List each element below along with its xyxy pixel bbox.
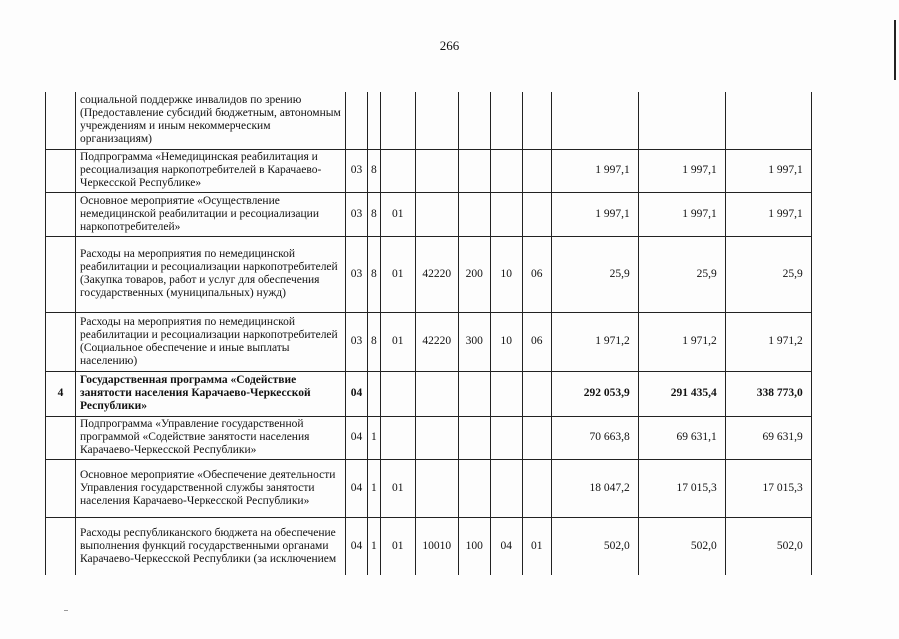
- table-row: [46, 149, 812, 192]
- program-name-cell: социальной поддержке инвалидов по зрению (Предоставление субсидий бюджетным, автономным учреждениям и иным некоммерческим организациям): [76, 92, 346, 149]
- activity-code-cell: 01: [380, 459, 415, 517]
- expense-type-cell: 200: [458, 236, 490, 312]
- subsection-code-cell: [522, 416, 551, 459]
- subprogram-code-cell: 8: [368, 236, 381, 312]
- amount-year-2-cell: 17 015,3: [638, 459, 725, 517]
- expense-type-cell: [458, 416, 490, 459]
- subprogram-code-cell: 1: [368, 459, 381, 517]
- amount-year-1-cell: 18 047,2: [551, 459, 638, 517]
- subsection-code-cell: 06: [522, 236, 551, 312]
- activity-code-cell: 01: [380, 517, 415, 575]
- subsection-code-cell: 01: [522, 517, 551, 575]
- amount-year-1-cell: 70 663,8: [551, 416, 638, 459]
- expense-type-cell: [458, 149, 490, 192]
- section-code-cell: 10: [490, 236, 522, 312]
- expense-type-cell: [458, 459, 490, 517]
- amount-year-1-cell: [551, 92, 638, 149]
- row-number-cell: [46, 236, 76, 312]
- row-number-cell: [46, 459, 76, 517]
- table-row: [46, 192, 812, 236]
- amount-year-1-cell: 292 053,9: [551, 371, 638, 416]
- amount-year-1-cell: 25,9: [551, 236, 638, 312]
- activity-code-cell: [380, 92, 415, 149]
- amount-year-3-cell: 502,0: [725, 517, 811, 575]
- subsection-code-cell: [522, 192, 551, 236]
- section-code-cell: 04: [490, 517, 522, 575]
- subprogram-code-cell: 8: [368, 312, 381, 371]
- expense-type-cell: 100: [458, 517, 490, 575]
- expense-direction-cell: [415, 371, 458, 416]
- amount-year-2-cell: 25,9: [638, 236, 725, 312]
- expense-type-cell: [458, 192, 490, 236]
- amount-year-3-cell: 1 997,1: [725, 149, 811, 192]
- program-name-cell: Расходы на мероприятия по немедицинской реабилитации и ресоциализации наркопотребителей (Социальное обеспечение и иные выплаты населению): [76, 312, 346, 371]
- program-code-cell: 03: [346, 312, 368, 371]
- amount-year-3-cell: 17 015,3: [725, 459, 811, 517]
- section-code-cell: [490, 192, 522, 236]
- expense-type-cell: [458, 371, 490, 416]
- page-number: 266: [439, 38, 460, 53]
- program-code-cell: 04: [346, 517, 368, 575]
- table-row-program-total: [46, 371, 812, 416]
- program-name-cell: Основное мероприятие «Осуществление немедицинской реабилитации и ресоциализации наркопотребителей»: [76, 192, 346, 236]
- table-row: [46, 416, 812, 459]
- activity-code-cell: [380, 149, 415, 192]
- expense-type-cell: [458, 92, 490, 149]
- subsection-code-cell: 06: [522, 312, 551, 371]
- subprogram-code-cell: [368, 92, 381, 149]
- table-row: [46, 312, 812, 371]
- section-code-cell: [490, 149, 522, 192]
- amount-year-1-cell: 1 997,1: [551, 149, 638, 192]
- row-number-cell: [46, 149, 76, 192]
- row-number-cell: [46, 416, 76, 459]
- program-name-cell: Основное мероприятие «Обеспечение деятельности Управления государственной службы занятости населения Карачаево-Черкесской Республики»: [76, 459, 346, 517]
- expense-direction-cell: 10010: [415, 517, 458, 575]
- program-code-cell: 03: [346, 192, 368, 236]
- expense-direction-cell: [415, 416, 458, 459]
- activity-code-cell: [380, 371, 415, 416]
- program-name-cell: Подпрограмма «Немедицинская реабилитация и ресоциализация наркопотребителей в Карачаево-Черкесской Республике»: [76, 149, 346, 192]
- amount-year-2-cell: 1 997,1: [638, 192, 725, 236]
- amount-year-3-cell: [725, 92, 811, 149]
- amount-year-3-cell: 338 773,0: [725, 371, 811, 416]
- amount-year-2-cell: 502,0: [638, 517, 725, 575]
- expense-direction-cell: 42220: [415, 312, 458, 371]
- amount-year-1-cell: 502,0: [551, 517, 638, 575]
- subsection-code-cell: [522, 92, 551, 149]
- section-code-cell: [490, 371, 522, 416]
- row-number-cell: [46, 192, 76, 236]
- row-number-cell: 4: [46, 371, 76, 416]
- program-code-cell: [346, 92, 368, 149]
- amount-year-1-cell: 1 997,1: [551, 192, 638, 236]
- table-row: [46, 236, 812, 312]
- amount-year-1-cell: 1 971,2: [551, 312, 638, 371]
- program-name-cell: Расходы на мероприятия по немедицинской реабилитации и ресоциализации наркопотребителей (Закупка товаров, работ и услуг для обеспечения государственных (муниципальных) нужд): [76, 236, 346, 312]
- row-number-cell: [46, 517, 76, 575]
- subprogram-code-cell: 8: [368, 149, 381, 192]
- program-code-cell: 04: [346, 416, 368, 459]
- table-row: [46, 92, 812, 149]
- program-name-cell: Расходы республиканского бюджета на обеспечение выполнения функций государственными органами Карачаево-Черкесской Республики (за исключением: [76, 517, 346, 575]
- subprogram-code-cell: 1: [368, 517, 381, 575]
- scan-edge-mark: [894, 20, 896, 80]
- expense-direction-cell: [415, 459, 458, 517]
- program-name-cell: Подпрограмма «Управление государственной программой «Содействие занятости населения Карачаево-Черкесской Республики»: [76, 416, 346, 459]
- activity-code-cell: 01: [380, 192, 415, 236]
- expense-type-cell: 300: [458, 312, 490, 371]
- table-row: [46, 517, 812, 575]
- row-number-cell: [46, 92, 76, 149]
- amount-year-3-cell: 1 971,2: [725, 312, 811, 371]
- amount-year-2-cell: 1 971,2: [638, 312, 725, 371]
- section-code-cell: [490, 459, 522, 517]
- program-code-cell: 04: [346, 371, 368, 416]
- amount-year-3-cell: 69 631,9: [725, 416, 811, 459]
- subsection-code-cell: [522, 371, 551, 416]
- amount-year-2-cell: [638, 92, 725, 149]
- amount-year-3-cell: 1 997,1: [725, 192, 811, 236]
- amount-year-2-cell: 291 435,4: [638, 371, 725, 416]
- program-name-cell: Государственная программа «Содействие занятости населения Карачаево-Черкесской Республики»: [76, 371, 346, 416]
- amount-year-3-cell: 25,9: [725, 236, 811, 312]
- amount-year-2-cell: 69 631,1: [638, 416, 725, 459]
- subsection-code-cell: [522, 459, 551, 517]
- activity-code-cell: 01: [380, 312, 415, 371]
- subprogram-code-cell: [368, 371, 381, 416]
- activity-code-cell: 01: [380, 236, 415, 312]
- subsection-code-cell: [522, 149, 551, 192]
- section-code-cell: [490, 92, 522, 149]
- table-row: [46, 459, 812, 517]
- row-number-cell: [46, 312, 76, 371]
- expense-direction-cell: [415, 149, 458, 192]
- expense-direction-cell: [415, 192, 458, 236]
- expense-direction-cell: [415, 92, 458, 149]
- program-code-cell: 03: [346, 236, 368, 312]
- program-code-cell: 03: [346, 149, 368, 192]
- activity-code-cell: [380, 416, 415, 459]
- section-code-cell: 10: [490, 312, 522, 371]
- amount-year-2-cell: 1 997,1: [638, 149, 725, 192]
- expense-direction-cell: 42220: [415, 236, 458, 312]
- program-code-cell: 04: [346, 459, 368, 517]
- scan-speck: [64, 610, 68, 611]
- section-code-cell: [490, 416, 522, 459]
- budget-allocation-table: [45, 92, 812, 575]
- subprogram-code-cell: 8: [368, 192, 381, 236]
- subprogram-code-cell: 1: [368, 416, 381, 459]
